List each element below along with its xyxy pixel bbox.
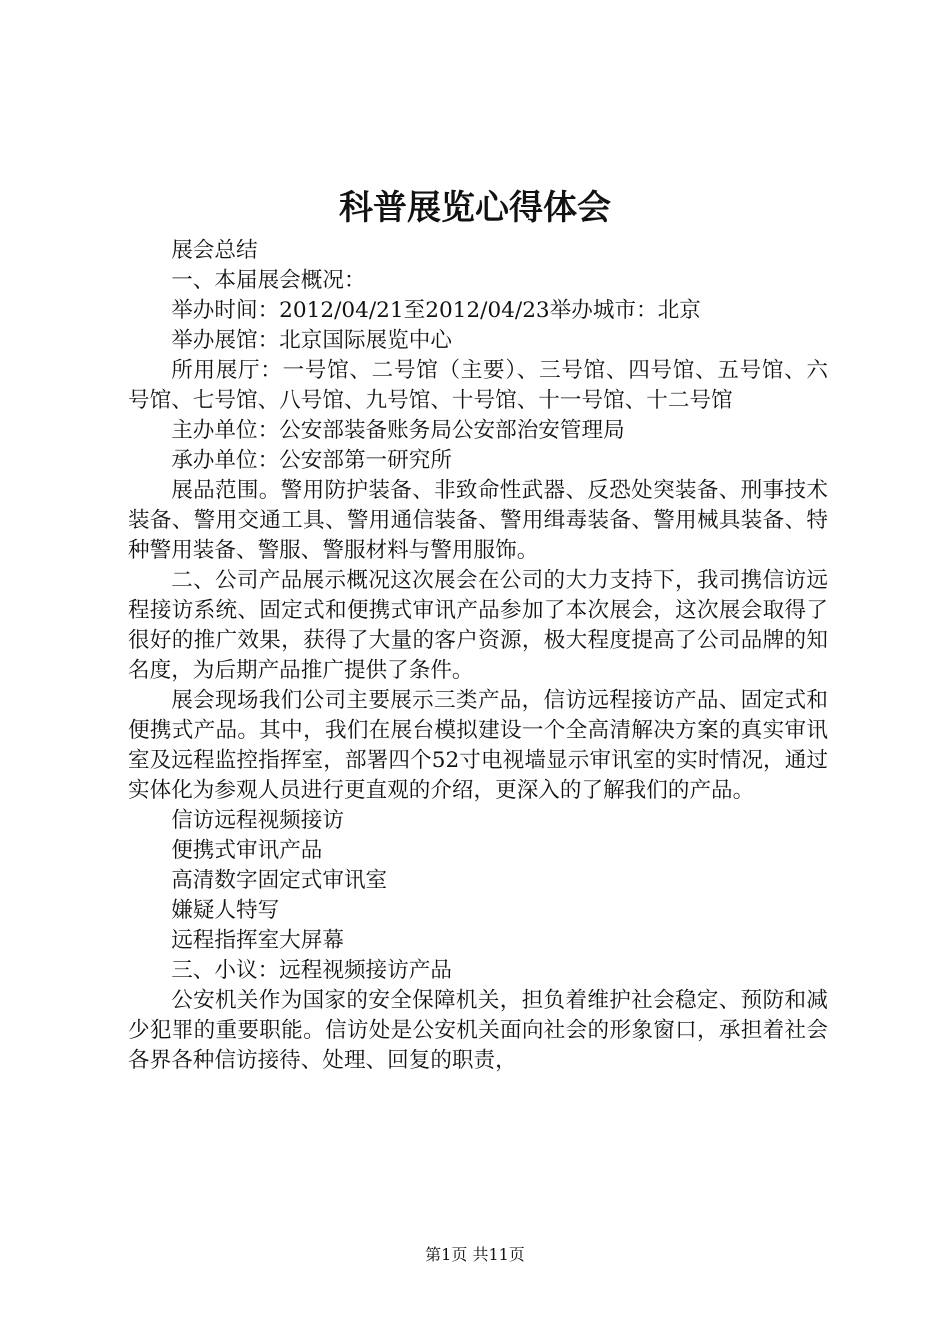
paragraph-co-organizer: 承办单位：公安部第一研究所 bbox=[171, 448, 452, 473]
list-item: 远程指挥室大屏幕 bbox=[171, 928, 344, 953]
paragraph-venue: 举办展馆：北京国际展览中心 bbox=[171, 328, 452, 353]
paragraph-booth-overview: 展会现场我们公司主要展示三类产品，信访远程接访产品、固定式和便携式产品。其中，我们在展台模拟建设一个全高清解决方案的真实审讯室及远程监控指挥室，部署四个52寸电视墙显示审讯室的实时情况，通过实体化为参观人员进行更直观的介绍，更深入的了解我们的产品。 bbox=[128, 688, 828, 803]
list-item: 高清数字固定式审讯室 bbox=[171, 868, 388, 893]
list-item: 信访远程视频接访 bbox=[171, 808, 344, 833]
list-item: 便携式审讯产品 bbox=[171, 838, 323, 863]
paragraph-section-1-heading: 一、本届展会概况： bbox=[171, 268, 366, 293]
document-title: 科普展览心得体会 bbox=[339, 188, 611, 228]
paragraph-summary-heading: 展会总结 bbox=[171, 238, 258, 263]
paragraph-halls: 所用展厅：一号馆、二号馆（主要）、三号馆、四号馆、五号馆、六号馆、七号馆、八号馆、九号馆、十号馆、十一号馆、十二号馆 bbox=[128, 358, 828, 413]
paragraph-section-2: 二、公司产品展示概况这次展会在公司的大力支持下，我司携信访远程接访系统、固定式和便携式审讯产品参加了本次展会，这次展会取得了很好的推广效果，获得了大量的客户资源，极大程度提高了公司品牌的知名度，为后期产品推广提供了条件。 bbox=[128, 568, 828, 683]
paragraph-organizer: 主办单位：公安部装备账务局公安部治安管理局 bbox=[171, 418, 625, 443]
page-number-footer: 第1页 共11页 bbox=[425, 1245, 525, 1264]
document-body bbox=[128, 236, 828, 1076]
list-item: 嫌疑人特写 bbox=[171, 898, 280, 923]
paragraph-exhibit-scope: 展品范围。警用防护装备、非致命性武器、反恐处突装备、刑事技术装备、警用交通工具、警用通信装备、警用缉毒装备、警用械具装备、特种警用装备、警服、警服材料与警用服饰。 bbox=[128, 478, 828, 563]
paragraph-time-city: 举办时间：2012/04/21至2012/04/23举办城市：北京 bbox=[171, 298, 701, 323]
paragraph-section-3-body: 公安机关作为国家的安全保障机关，担负着维护社会稳定、预防和减少犯罪的重要职能。信访处是公安机关面向社会的形象窗口，承担着社会各界各种信访接待、处理、回复的职责， bbox=[128, 988, 828, 1073]
paragraph-section-3-heading: 三、小议：远程视频接访产品 bbox=[171, 958, 452, 983]
